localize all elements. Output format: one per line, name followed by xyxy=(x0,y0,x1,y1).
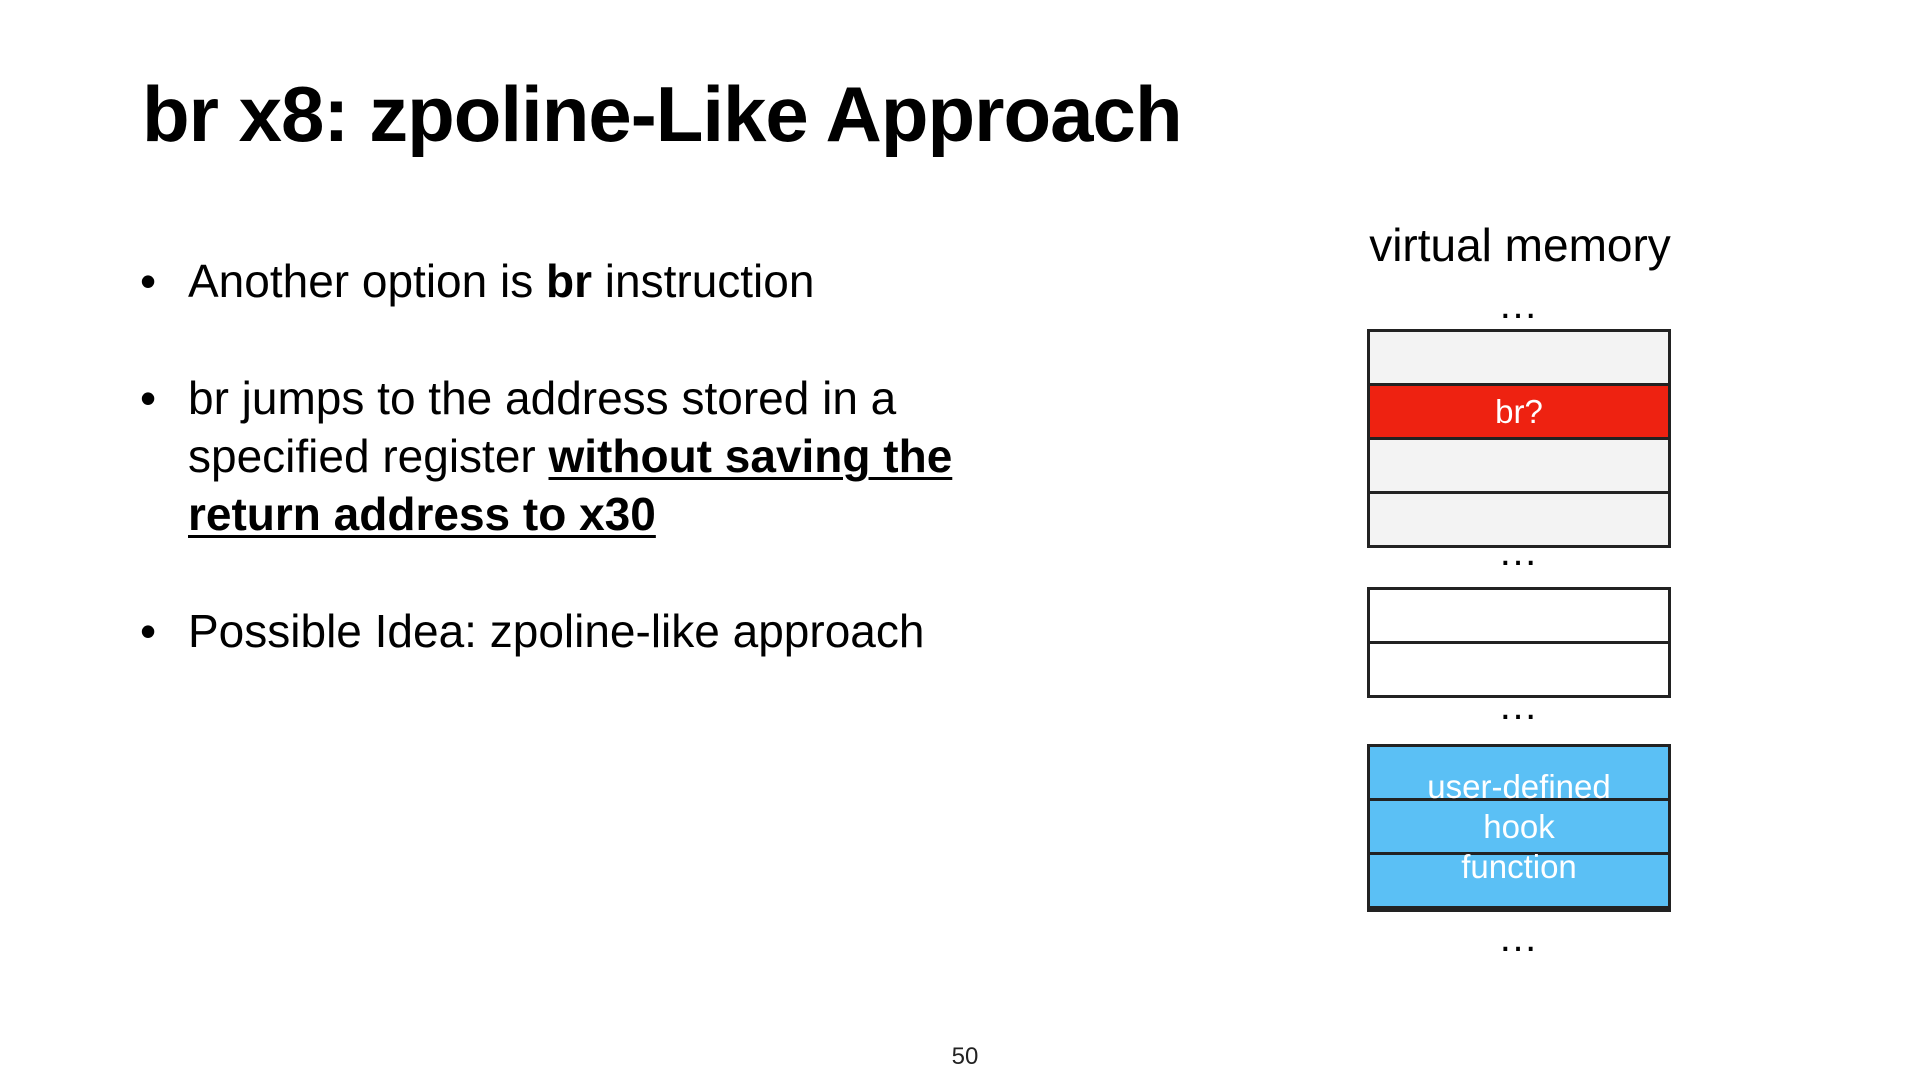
bullet-bold-text: br xyxy=(546,255,593,307)
memory-cell-br: br? xyxy=(1370,386,1668,440)
memory-cell xyxy=(1370,590,1668,644)
hook-label-line: hook xyxy=(1483,808,1555,845)
page-number: 50 xyxy=(951,1043,979,1070)
ellipsis-middle: … xyxy=(1498,530,1542,574)
bullet-list xyxy=(140,252,1040,719)
bullet-text: Possible Idea: zpoline-like approach xyxy=(188,605,925,657)
memory-block-middle xyxy=(1367,587,1671,698)
bullet-text: instruction xyxy=(592,255,815,307)
bullet-text: br jumps to the address stored in a specified register xyxy=(188,372,897,482)
bullet-item xyxy=(140,369,1040,543)
bullet-item xyxy=(140,252,1040,310)
memory-cell xyxy=(1370,440,1668,494)
bullet-text: Another option is xyxy=(188,255,547,307)
ellipsis-top: … xyxy=(1498,283,1542,327)
hook-function-label xyxy=(1370,767,1668,887)
ellipsis-bottom: … xyxy=(1498,916,1542,960)
memory-block-top xyxy=(1367,329,1671,548)
bullet-item xyxy=(140,602,1040,660)
hook-function-block xyxy=(1367,744,1671,912)
bullet-underlined-text: without saving the return address to x30 xyxy=(188,430,953,540)
hook-label-line: user-defined xyxy=(1427,768,1611,805)
memory-cell xyxy=(1370,332,1668,386)
virtual-memory-label: virtual memory xyxy=(1369,219,1671,271)
hook-label-line: function xyxy=(1461,848,1577,885)
ellipsis-lower: … xyxy=(1498,684,1542,728)
slide-title: br x8: zpoline-Like Approach xyxy=(142,70,1182,158)
